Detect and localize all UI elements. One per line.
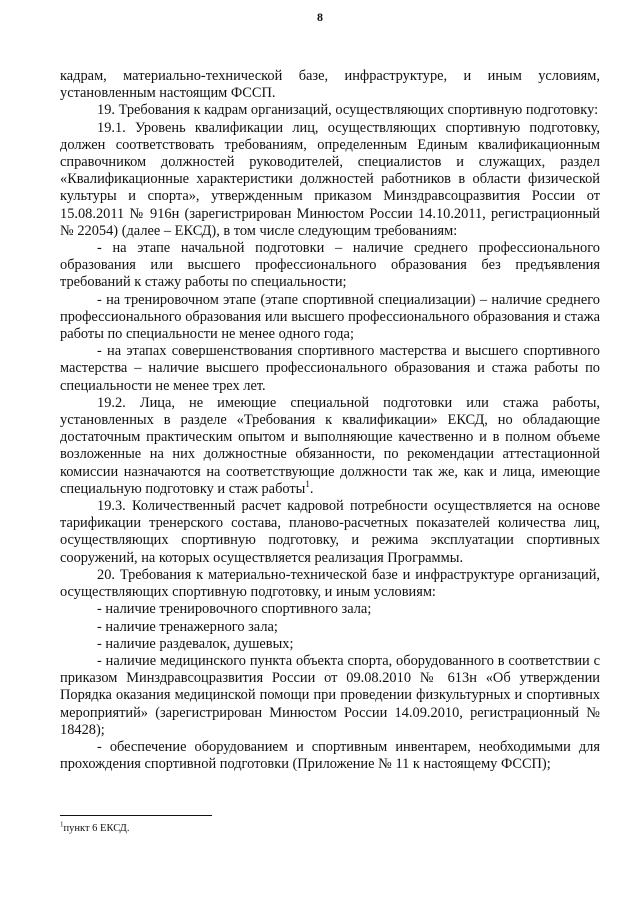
list-item-initial-stage: - на этапе начальной подготовки – наличие среднего профессионального образования или высшего профессионального образования без предъявления требований к стажу работы по специальности; — [60, 240, 600, 291]
list-item-training-hall: - наличие тренировочного спортивного зала; — [97, 601, 372, 618]
footnote — [60, 820, 600, 835]
list-item-mastery-stages: - на этапах совершенствования спортивного мастерства и высшего спортивного мастерства – наличие высшего профессионального образования и стажа работы по специальности не менее трех лет. — [60, 343, 600, 394]
footnote-marker: 1 — [60, 820, 64, 829]
list-item-medical-point: - наличие медицинского пункта объекта спорта, оборудованного в соответствии с приказом Минздравсоцразвития России от 09.08.2010 № 613н «Об утверждении Порядка оказания медицинской помощи при проведении физкультурных и спортивных мероприятий» (зарегистрирован Минюстом России 14.09.2010, регистрационный № 18428); — [60, 652, 600, 738]
list-item-locker-rooms: - наличие раздевалок, душевых; — [97, 635, 294, 652]
page-number: 8 — [317, 10, 323, 24]
paragraph-continuation: кадрам, материально-технической базе, инфраструктуре, и иным условиям, установленным настоящим ФССП. — [60, 68, 600, 102]
paragraph-19-1: 19.1. Уровень квалификации лиц, осуществляющих спортивную подготовку, должен соответствовать требованиям, определенным Единым квалификационным справочником должностей руководителей, специалистов и служащих, раздел «Квалификационные характеристики должностей работников в области физической культуры и спорта», утвержденным приказом Минздравсоцразвития России от 15.08.2011 № 916н (зарегистрирован Минюстом России 14.10.2011, регистрационный № 22054) (далее – ЕКСД), в том числе следующим требованиям: — [60, 119, 600, 239]
paragraph-19-2: 19.2. Лица, не имеющие специальной подготовки или стажа работы, установленных в разделе «Требования к квалификации» ЕКСД, но обладающие достаточным практическим опытом и выполняющие качественно и в полном объеме возложенные на них должностные обязанности, по рекомендации аттестационной комиссии назначаются на соответствующие должности так же, как и лица, имеющие специальную подготовку и стаж работы$^1$. — [60, 394, 600, 497]
paragraph-19-3: 19.3. Количественный расчет кадровой потребности осуществляется на основе тарификации тренерского состава, планово-расчетных показателей количества лиц, осуществляющих спортивную подготовку, и режима эксплуатации спортивных сооружений, на которых осуществляется реализация Программы. — [60, 498, 600, 566]
list-item-training-stage: - на тренировочном этапе (этапе спортивной специализации) – наличие среднего профессионального образования или высшего профессионального образования и стажа работы по специальности не менее одного года; — [60, 291, 600, 343]
footnote-divider — [60, 815, 212, 816]
footnote-text: пункт 6 ЕКСД. — [63, 823, 130, 834]
footnote-reference[interactable]: 1 — [305, 479, 310, 490]
document-body — [60, 68, 600, 773]
paragraph-19: 19. Требования к кадрам организаций, осуществляющих спортивную подготовку: — [97, 102, 599, 119]
list-item-gym: - наличие тренажерного зала; — [97, 618, 278, 635]
paragraph-20: 20. Требования к материально-технической базе и инфраструктуре организаций, осуществляющих спортивную подготовку, и иным условиям: — [60, 566, 600, 601]
list-item-equipment: - обеспечение оборудованием и спортивным инвентарем, необходимыми для прохождения спортивной подготовки (Приложение № 11 к настоящему ФССП); — [60, 738, 600, 773]
